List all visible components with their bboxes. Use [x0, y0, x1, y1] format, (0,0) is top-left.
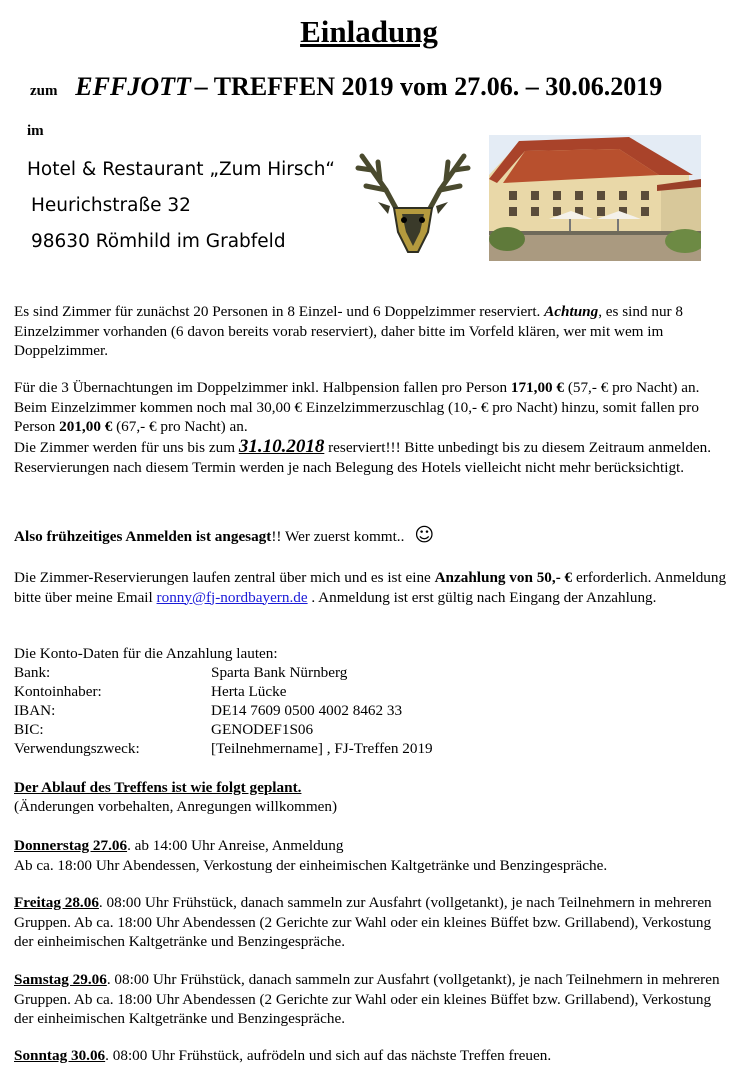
early-booking-line [14, 526, 730, 547]
day-text-line2: Ab ca. 18:00 Uhr Abendessen, Verkostung der einheimischen Kaltgetränke und Benzingespräche. [14, 856, 608, 874]
rooms-text-cont: , es sind nur 8 Einzelzimmer vorhanden (6 davon bereits vorab reserviert), daher bitte im Vorfeld klären, wer mit wem im Doppelzimmer. [14, 303, 683, 360]
event-subtitle [30, 70, 662, 108]
day-text: . ab 14:00 Uhr Anreise, Anmeldung [127, 837, 344, 854]
iban-label: IBAN: [14, 702, 56, 719]
deposit-amount: Anzahlung von 50,- € [434, 569, 573, 586]
day-label: Donnerstag 27.06 [14, 837, 128, 854]
prices-text: Für die 3 Übernachtungen im Doppelzimmer inkl. Halbpension fallen pro Person [14, 379, 511, 396]
day-text: . 08:00 Uhr Frühstück, danach sammeln zur Ausfahrt (vollgetankt), je nach Teilnehmern in mehreren Gruppen. Ab ca. 18:00 Uhr Abendessen (2 Gerichte zur Wahl oder ein kleines Büffet bzw. Grillabend), Verkostung der einheimischen Kaltgetränke und Benzingespräche. [14, 971, 720, 1028]
rooms-paragraph [14, 302, 730, 361]
day-text: . 08:00 Uhr Frühstück, aufrödeln und sich auf das nächste Treffen freuen. [105, 1047, 552, 1064]
schedule-day-sunday [14, 1046, 730, 1066]
subtitle-club-name: EFFJOTT [75, 72, 191, 101]
schedule-note: (Änderungen vorbehalten, Anregungen willkommen) [14, 798, 338, 815]
iban-value: DE14 7609 0500 4002 8462 33 [211, 702, 403, 719]
bank-row [14, 682, 287, 702]
attention-word: Achtung [544, 303, 599, 320]
early-booking-bold: Also frühzeitiges Anmelden ist angesagt [14, 528, 272, 545]
deer-head-icon [352, 148, 474, 260]
hotel-photo [489, 135, 701, 261]
single-room-price: 201,00 € [59, 418, 113, 436]
subtitle-dates: – TREFFEN 2019 vom 27.06. – 30.06.2019 [194, 72, 663, 101]
reservation-text-cont: erforderlich. Anmeldung bitte über meine Email [14, 569, 727, 606]
hotel-name: Hotel & Restaurant „Zum Hirsch“ [27, 159, 336, 180]
rooms-text: Es sind Zimmer für zunächst 20 Personen in 8 Einzel- und 6 Doppelzimmer reserviert. [14, 303, 545, 320]
day-text: . 08:00 Uhr Frühstück, danach sammeln zur Ausfahrt (vollgetankt), je nach Teilnehmern in mehreren Gruppen. Ab ca. 18:00 Uhr Abendessen (2 Gerichte zur Wahl oder ein kleines Büffet bzw. Grillabend), Verkostung der einheimischen Kaltgetränke und Benzingespräche. [14, 894, 712, 951]
reference-label: Verwendungszweck: [14, 740, 140, 757]
day-label: Samstag 29.06 [14, 971, 107, 988]
day-label: Freitag 28.06 [14, 894, 99, 911]
bank-label: Bank: [14, 664, 51, 681]
double-room-price: 171,00 € [510, 379, 565, 396]
prices-text-end: (67,- € pro Nacht) an. [112, 418, 248, 436]
bank-row [14, 701, 403, 721]
schedule-heading [14, 778, 730, 798]
bank-row [14, 663, 348, 683]
bank-intro: Die Konto-Daten für die Anzahlung lauten: [14, 645, 278, 662]
schedule-day-saturday [14, 970, 730, 1029]
bank-row [14, 720, 314, 740]
schedule-heading-text: Der Ablauf des Treffens ist wie folgt geplant. [14, 779, 302, 796]
reservation-text: Die Zimmer-Reservierungen laufen zentral über mich und es ist eine [14, 569, 435, 586]
schedule-day-friday [14, 893, 730, 952]
hotel-city: 98630 Römhild im Grabfeld [31, 231, 286, 252]
deadline-date: 31.10.2018 [238, 436, 325, 457]
account-holder-label: Kontoinhaber: [14, 683, 102, 700]
prices-paragraph [14, 378, 730, 437]
prices-text-cont: (57,- € pro Nacht) an. Beim Einzelzimmer kommen noch mal 30,00 € Einzelzimmerzuschlag (10,- € pro Nacht) hinzu, somit fallen pro Person [14, 379, 700, 436]
bic-label: BIC: [14, 721, 44, 738]
schedule-day-thursday [14, 836, 730, 875]
deadline-text: Die Zimmer werden für uns bis zum [14, 439, 239, 456]
reservation-paragraph [14, 568, 730, 607]
deadline-text-cont: reserviert!!! Bitte unbedingt bis zu diesem Zeitraum anmelden. Reservierungen nach diesem Termin werden je nach Belegung des Hotels vielleicht nicht mehr berücksichtigt. [14, 439, 712, 476]
reference-value: [Teilnehmername] , FJ-Treffen 2019 [211, 740, 433, 757]
day-label: Sonntag 30.06 [14, 1047, 106, 1064]
early-booking-text: !! Wer zuerst kommt.. [271, 528, 405, 545]
subtitle-im: im [27, 123, 44, 139]
page-title: Einladung [300, 14, 438, 49]
account-holder-value: Herta Lücke [211, 683, 287, 700]
bank-row [14, 739, 433, 759]
deadline-paragraph [14, 437, 730, 477]
email-link[interactable]: ronny@fj-nordbayern.de [156, 588, 308, 606]
bank-value: Sparta Bank Nürnberg [211, 664, 348, 681]
bic-value: GENODEF1S06 [211, 721, 314, 738]
smiley-icon: ☺ [414, 524, 435, 546]
subtitle-zum: zum [30, 83, 58, 99]
reservation-text-end: . Anmeldung ist erst gültig nach Eingang der Anzahlung. [307, 588, 657, 606]
hotel-street: Heurichstraße 32 [31, 195, 191, 216]
